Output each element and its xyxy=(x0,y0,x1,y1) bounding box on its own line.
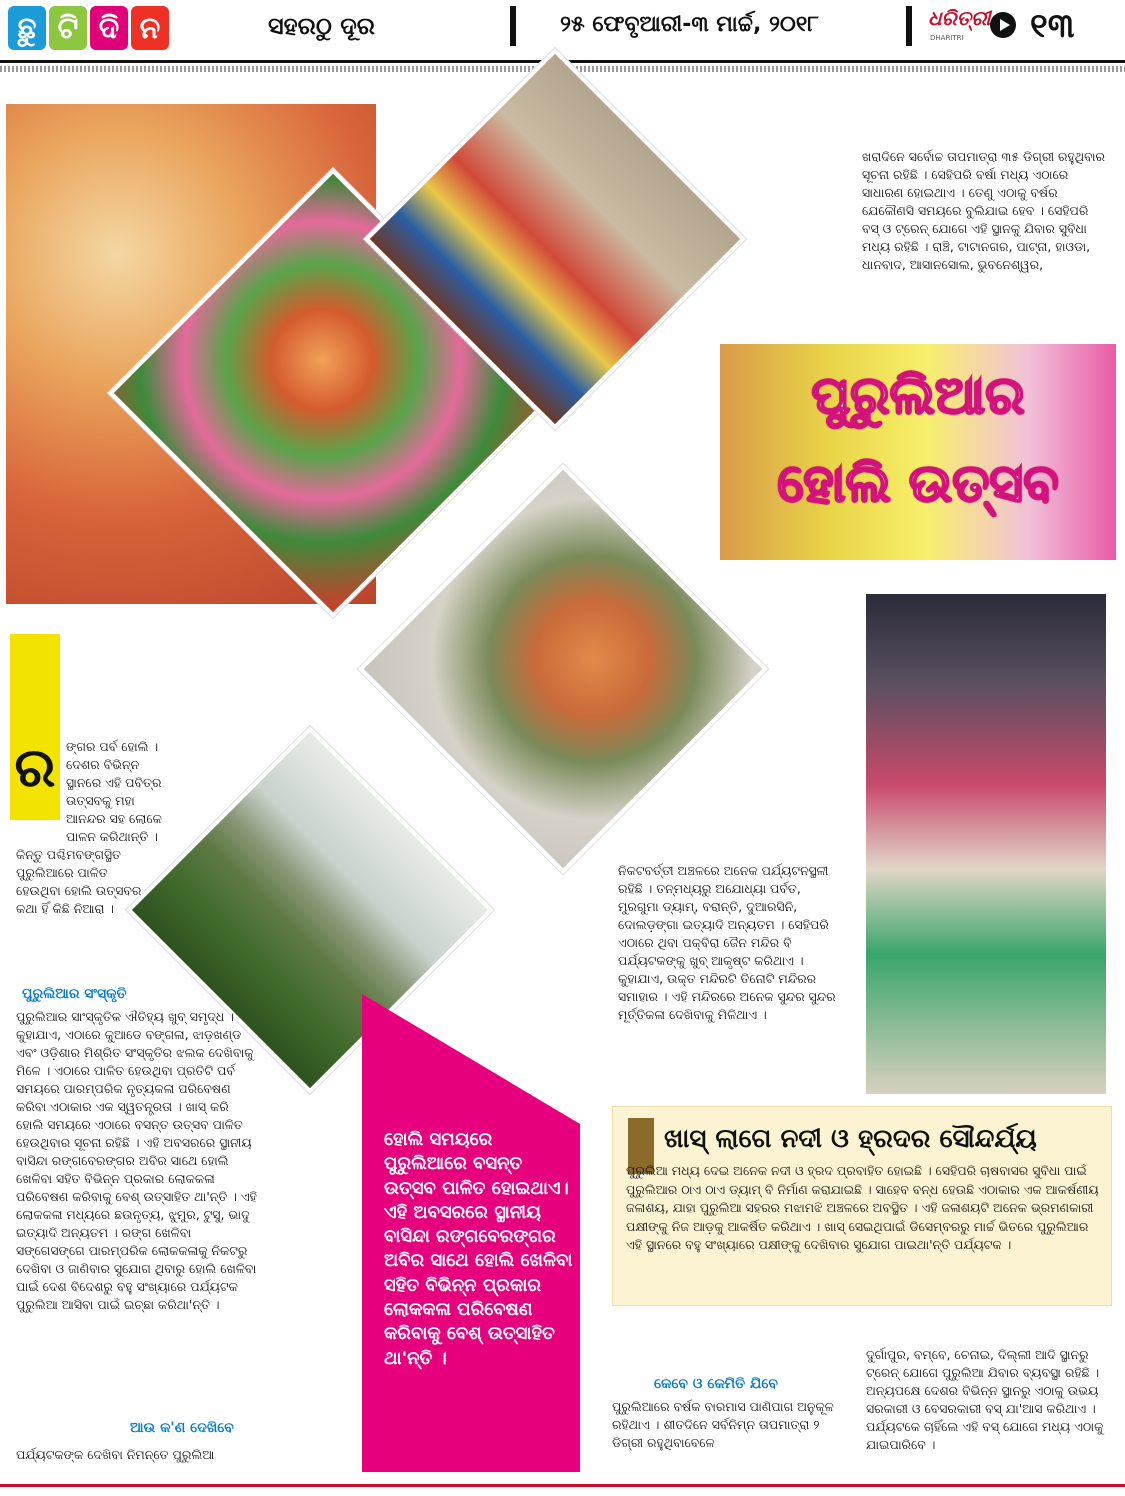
page-number: ୧୩ xyxy=(1030,6,1075,46)
article-intro-rest: କିନ୍ତୁ ପଶ୍ଚିମବଙ୍ଗସ୍ଥିତ ପୁରୁଲିଆରେ ପାଳିତ ହେଉଥିବା ହୋଲି ଉତ୍ସବର କଥା ହିଁ କିଛି ନିଆରା । xyxy=(16,847,142,916)
when-body: ପୁରୁଲିଆରେ ବର୍ଷକ ବାରମାସ ପାଣିପାଗ ଅନୁକୂଳ ରହିଥାଏ । ଶୀତଦିନେ ସର୍ବନିମ୍ନ ତାପମାତ୍ରା ୨ ଡିଗ୍ରୀ ରହୁଥିବାବେଳେ xyxy=(612,1399,834,1450)
play-icon xyxy=(990,12,1016,38)
article-top-right: ଖରାଦିନେ ସର୍ବୋଚ୍ଚ ତାପମାତ୍ରା ୩୫ ଡିଗ୍ରୀ ରହୁଥିବାର ସୂଚନା ରହିଛି । ସେହିପରି ବର୍ଷା ମଧ୍ୟ ଏଠାରେ ସାଧାରଣ ହୋଇଥାଏ । ତେଣୁ ଏଠାକୁ ବର୍ଷର ଯେକୌଣସି ସମୟରେ ବୁଲିଯାଇ ହେବ । ସେହିପରି ବସ୍ ଓ ଟ୍ରେନ୍ ଯୋଗେ ଏହି ସ୍ଥାନକୁ ଯିବାର ସୁବିଧା ମଧ୍ୟ ରହିଛି । ରାଞ୍ଚି, ଟାଟାନଗର, ପାଟ୍ନା, ହାଓଡା, ଧାନବାଦ, ଆସାନସୋଲ, ଭୁବନେଶ୍ୱର, xyxy=(862,149,1106,272)
page-header xyxy=(0,0,1125,60)
chhau-dancer-photo xyxy=(866,594,1106,1094)
masthead-letter: ଦି xyxy=(90,6,128,50)
when-heading: କେବେ ଓ କେମିତି ଯିବେ xyxy=(654,1376,778,1392)
masthead-letter: ଟି xyxy=(49,6,87,50)
brand-logo: ଧରିତ୍ରୀ xyxy=(928,6,991,30)
masthead-letter: ନ xyxy=(131,6,169,50)
culture-heading: ପୁରୁଲିଆର ସଂସ୍କୃତି xyxy=(22,986,127,1002)
see-body: ପର୍ଯ୍ୟଟକଙ୍କ ଦେଖିବା ନିମନ୍ତେ ପୁରୁଲିଆ xyxy=(16,1447,215,1462)
see-heading: ଆଉ କ'ଣ ଦେଖିବେ xyxy=(130,1420,234,1436)
pull-quote: ହୋଲି ସମୟରେ ପୁରୁଲିଆରେ ବସନ୍ତ ଉତ୍ସବ ପାଳିତ ହୋଇଥାଏ। ଏହି ଅବସରରେ ସ୍ଥାନୀୟ ବାସିନ୍ଦା ରଙ୍ଗବେରଙ୍ଗର ଅବିର ସାଥେ ହୋଲି ଖେଳିବା ସହିତ ବିଭିନ୍ନ ପ୍ରକାର ଲୋକକଳା ପରିବେଷଣ କରିବାକୁ ବେଶ୍ ଉତ୍ସାହିତ ଥା'ନ୍ତି । xyxy=(384,1129,573,1369)
header-divider xyxy=(906,6,912,46)
dropcap-letter: ର xyxy=(14,736,56,799)
rivers-heading: ଖାସ୍ ଲାଗେ ନଦୀ ଓ ହ୍ରଦର ସୌନ୍ଦର୍ଯ୍ୟ xyxy=(664,1124,1037,1154)
section-title: ସହରଠୁ ଦୂର xyxy=(268,12,375,40)
headline-line-1: ପୁରୁଲିଆର xyxy=(811,366,1025,426)
brand-subtitle: DHARITRI xyxy=(930,34,964,42)
masthead-logo xyxy=(8,6,169,50)
rivers-body: ପୁରୁଲିଆ ମଧ୍ୟ ଦେଇ ଅନେକ ନଦୀ ଓ ହ୍ରଦ ପ୍ରବାହିତ ହୋଇଛି । ସେହିପରି ଚାଷବାସର ସୁବିଧା ପାଇଁ ପୁରୁଲିଆର ଠାଏ ଠାଏ ଡ୍ୟାମ୍ ବି ନିର୍ମାଣ କରାଯାଇଛି । ସାହେବ ବନ୍ଧ ହେଉଛି ଏଠାକାର ଏକ ଆକର୍ଷଣୀୟ ଜଳାଶୟ, ଯାହା ପୁରୁଲିଆ ସହରର ମଝାମଝି ଅଞ୍ଚଳରେ ଅବସ୍ଥିତ । ଏହି ଜଳାଶୟଟି ଅନେକ ଭ୍ରମଣକାରୀ ପକ୍ଷୀଙ୍କୁ ନିଜ ଆଡ଼କୁ ଆକର୍ଷିତ କରିଥାଏ । ଖାସ୍ ସେଇଥିପାଇଁ ଡିସେମ୍ବରରୁ ମାର୍ଚ୍ଚ ଭିତରେ ପୁରୁଲିଆର ଏହି ସ୍ଥାନରେ ବହୁ ସଂଖ୍ୟାରେ ପକ୍ଷୀଙ୍କୁ ଦେଖିବାର ସୁଯୋଗ ପାଇଥା'ନ୍ତି ପର୍ଯ୍ୟଟକ । xyxy=(626,1163,1099,1252)
article-middle-col: ନିକଟବର୍ତ୍ତୀ ଅଞ୍ଚଳରେ ଅନେକ ପର୍ଯ୍ୟଟନସ୍ଥଳୀ ରହିଛି । ତନ୍ମଧ୍ୟରୁ ଅଯୋଧ୍ୟା ପର୍ବତ, ମୁରଗୁମା ଡ୍ୟାମ୍, ବରାନ୍ତି, ଦୁଆରସିନି, ଦୋଲଡ଼ଙ୍ଗା ଇତ୍ୟାଦି ଅନ୍ୟତମ । ସେହିପରି ଏଠାରେ ଥିବା ପକ୍‌ବିରା ଜୈନ ମନ୍ଦିର ବି ପର୍ଯ୍ୟଟକଙ୍କୁ ଖୁବ୍ ଆକୃଷ୍ଟ କରିଥାଏ । କୁହାଯାଏ, ଉକ୍ତ ମନ୍ଦିରଟି ତିନୋଟି ମନ୍ଦିରର ସମାହାର । ଏହି ମନ୍ଦିରରେ ଅନେକ ସୁନ୍ଦର ସୁନ୍ଦର ମୂର୍ତ୍ତିକଳା ଦେଖିବାକୁ ମିଳିଥାଏ । xyxy=(618,863,836,1022)
article-intro: ଙ୍ଗର ପର୍ବ ହୋଲି । ଦେଶର ବିଭିନ୍ନ ସ୍ଥାନରେ ଏହି ପବିତ୍ର ଉତ୍ସବକୁ ମହା ଆନନ୍ଦର ସହ ଲୋକେ ପାଳନ କରିଥାନ୍ତି । xyxy=(66,739,162,844)
issue-date: ୨୫ ଫେବୃଆରୀ-୩ ମାର୍ଚ୍ଚ, ୨୦୧୮ xyxy=(560,12,819,37)
travel-col: ଦୁର୍ଗାପୁର, ବମ୍ବେ, ଚେନାଇ, ଦିଲ୍ଲୀ ଆଦି ସ୍ଥାନରୁ ଟ୍ରେନ୍ ଯୋଗେ ପୁରୁଲିଆ ଯିବାର ବ୍ୟବସ୍ଥା ରହିଛି । ଅନ୍ୟପକ୍ଷେ ଦେଶର ବିଭିନ୍ନ ସ୍ଥାନରୁ ଏଠାକୁ ଉଭୟ ସରକାରୀ ଓ ବେସରକାରୀ ବସ୍ ଯା'ଆସ କରିଥାଏ । ପର୍ଯ୍ୟଟକେ ଚାହିଁଲେ ଏହି ବସ୍ ଯୋଗେ ମଧ୍ୟ ଏଠାକୁ ଯାଇପାରିବେ । xyxy=(866,1347,1104,1452)
masthead-letter: ଛୁ xyxy=(8,6,46,50)
headline-line-2: ହୋଲି ଉତ୍ସବ xyxy=(777,454,1059,514)
culture-body: ପୁରୁଲିଆର ସାଂସ୍କୃତିକ ଐତିହ୍ୟ ଖୁବ୍ ସମୃଦ୍ଧ । କୁହାଯାଏ, ଏଠାରେ କୁଆଡେ ବଙ୍ଗଳା, ଝାଡ଼ଖଣ୍ଡ ଏବଂ ଓଡ଼ିଶାର ମିଶ୍ରିତ ସଂସ୍କୃତିର ଝଲକ ଦେଖିବାକୁ ମିଳେ । ଏଠାରେ ପାଳିତ ହେଉଥିବା ପ୍ରତିଟି ପର୍ବ ସମୟରେ ପାରମ୍ପରିକ ନୃତ୍ୟକଳା ପରିବେଷଣ କରିବା ଏଠାକାର ଏକ ସ୍ୱତନ୍ତ୍ରତା । ଖାସ୍ କରି ହୋଲି ସମୟରେ ଏଠାରେ ବସନ୍ତ ଉତ୍ସବ ପାଳିତ ହେଉଥିବାର ସୂଚନା ରହିଛି । ଏହି ଅବସରରେ ସ୍ଥାନୀୟ ବାସିନ୍ଦା ରଙ୍ଗବେରଙ୍ଗର ଅବିର ସାଥେ ହୋଲି ଖେଳିବା ସହିତ ବିଭିନ୍ନ ପ୍ରକାର ଲୋକକଳା ପରିବେଷଣ କରିବାକୁ ବେଶ୍ ଉତ୍ସାହିତ ଥା'ନ୍ତି । ଏହି ଲୋକକଳା ମଧ୍ୟରେ ଛଉନୃତ୍ୟ, ଝୁମୁର, ଟୁସୁ, ଭାଦୁ ଇତ୍ୟାଦି ଅନ୍ୟତମ । ରଙ୍ଗ ଖେଳିବା ସଙ୍ଗେସଙ୍ଗେ ପାରମ୍ପରିକ ଲୋକକଳାକୁ ନିକଟରୁ ଦେଖିବା ଓ ଜାଣିବାର ସୁଯୋଗ ଥିବାରୁ ହୋଲି ଖେଳିବା ପାଇଁ ଦେଶ ବିଦେଶରୁ ବହୁ ସଂଖ୍ୟାରେ ପର୍ଯ୍ୟଟକ ପୁରୁଲିଆ ଆସିବା ପାଇଁ ଇଚ୍ଛା କରିଥା'ନ୍ତି । xyxy=(16,1009,257,1312)
footer-rule xyxy=(0,1484,1125,1487)
headline-banner xyxy=(720,344,1116,560)
header-divider xyxy=(510,6,516,46)
